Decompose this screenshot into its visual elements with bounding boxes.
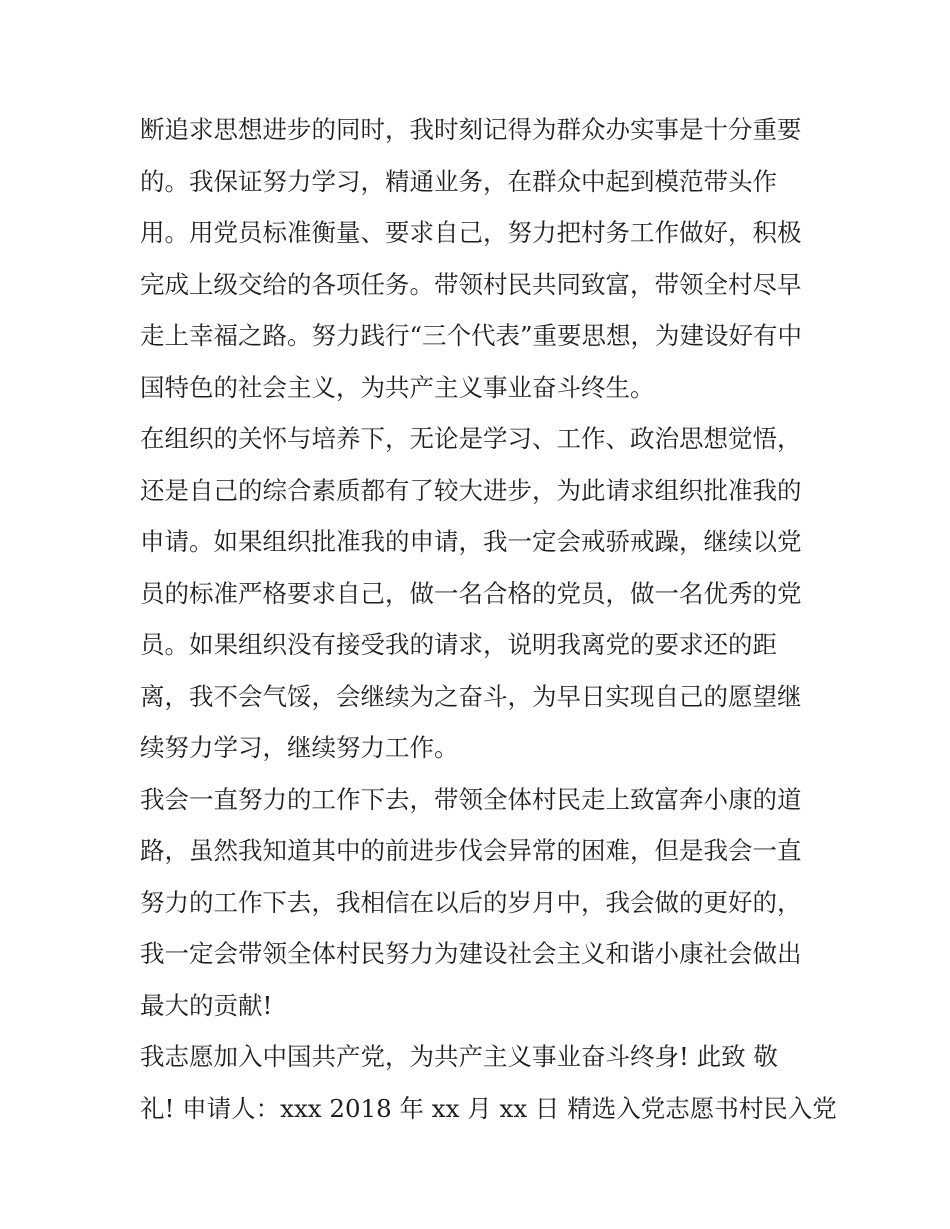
text-line: 员。如果组织没有接受我的请求，说明我离党的要求还的距 <box>140 630 777 659</box>
text-line: 续努力学习，继续努力工作。 <box>140 733 459 762</box>
document-body <box>140 104 837 1134</box>
text-line: 我会一直努力的工作下去，带领全体村民走上致富奔小康的道 <box>140 784 802 814</box>
text-line: 我一定会带领全体村民努力为建设社会主义和谐小康社会做出 <box>140 939 802 968</box>
text-line: 员的标准严格要求自己，做一名合格的党员，做一名优秀的党 <box>140 578 802 608</box>
text-line: 国特色的社会主义，为共产主义事业奋斗终生。 <box>140 372 655 402</box>
text-line: 走上幸福之路。努力践行“三个代表”重要思想，为建设好有中 <box>140 321 803 350</box>
text-line: 完成上级交给的各项任务。带领村民共同致富，带领全村尽早 <box>140 269 802 299</box>
text-line: 断追求思想进步的同时，我时刻记得为群众办实事是十分重要 <box>140 115 802 144</box>
text-line: 我志愿加入中国共产党，为共产主义事业奋斗终身! 此致 敬 <box>140 1042 778 1071</box>
text-line: 努力的工作下去，我相信在以后的岁月中，我会做的更好的， <box>140 887 802 917</box>
text-line: 还是自己的综合素质都有了较大进步，为此请求组织批准我的 <box>140 475 802 505</box>
text-line: 用。用党员标准衡量、要求自己，努力把村务工作做好，积极 <box>140 218 802 247</box>
text-line: 的。我保证努力学习，精通业务，在群众中起到模范带头作 <box>140 166 777 196</box>
text-line: 礼! 申请人：xxx 2018 年 xx 月 xx 日 精选入党志愿书村民入党 <box>140 1093 837 1123</box>
text-line: 离，我不会气馁，会继续为之奋斗，为早日实现自己的愿望继 <box>140 681 802 711</box>
text-line: 在组织的关怀与培养下，无论是学习、工作、政治思想觉悟， <box>140 424 802 453</box>
text-line: 申请。如果组织批准我的申请，我一定会戒骄戒躁，继续以党 <box>140 527 802 556</box>
text-line: 路，虽然我知道其中的前进步伐会异常的困难，但是我会一直 <box>140 836 802 865</box>
text-line: 最大的贡献! <box>140 990 273 1020</box>
